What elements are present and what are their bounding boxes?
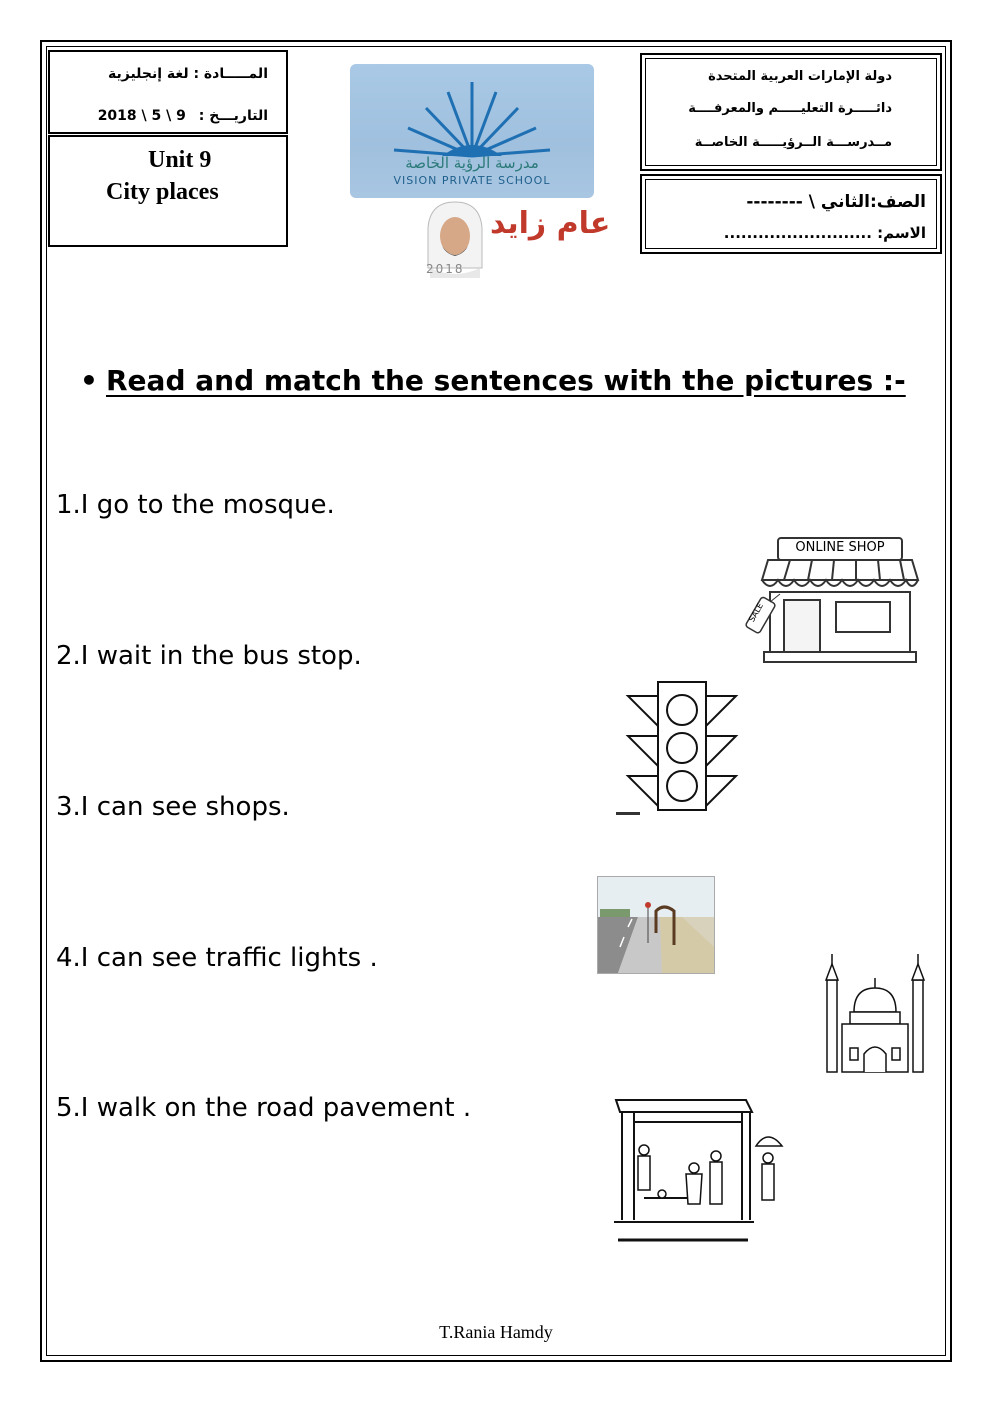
sentence-2: 2.I wait in the bus stop. (56, 641, 362, 671)
bus-stop-picture[interactable] (614, 1094, 788, 1246)
subject-date-box (48, 50, 288, 134)
unit-number: Unit 9 (148, 147, 212, 173)
zayed-year-logo (410, 196, 611, 282)
logo-english-name: VISION PRIVATE SCHOOL (393, 174, 551, 187)
logo-arabic-name: مدرسة الرؤية الخاصة (405, 154, 539, 172)
class-field[interactable]: الصف:الثاني \ -------- (746, 192, 926, 212)
shop-picture[interactable] (740, 536, 924, 666)
pavement-picture[interactable] (597, 876, 715, 974)
traffic-light-icon (612, 678, 748, 816)
sentence-3: 3.I can see shops. (56, 792, 290, 822)
unit-box (48, 135, 288, 247)
date-line (98, 108, 268, 124)
instruction-heading (80, 364, 906, 397)
unit-title: City places (106, 179, 219, 205)
department-label: دائـــــرة التعليـــــم والمعرفــــة (688, 101, 892, 116)
bus-stop-icon (614, 1094, 788, 1246)
date-value: 2018 \ 5 \ 9 (97, 108, 186, 124)
shop-sale-tag: SALE (747, 601, 766, 624)
instruction-text: Read and match the sentences with the pictures :- (106, 364, 906, 397)
student-info-box (640, 174, 942, 254)
country-label: دولة الإمارات العربية المتحدة (708, 69, 892, 84)
zayed-year-number: 2018 (426, 262, 465, 276)
school-logo (350, 64, 594, 198)
zayed-year-word: عام زايد (490, 206, 611, 241)
mosque-icon (824, 950, 926, 1074)
bullet-icon: • (80, 364, 98, 397)
subject-label: المـــــادة : لغة إنجليزية (108, 66, 268, 82)
date-label: التاريـــخ : (198, 108, 268, 124)
traffic-lights-picture[interactable] (612, 678, 748, 816)
ministry-box (640, 53, 942, 171)
name-field[interactable]: الاسم: .......................... (723, 224, 926, 242)
shop-sign: ONLINE SHOP (795, 540, 885, 555)
sentence-4: 4.I can see traffic lights . (56, 943, 378, 973)
shop-icon (740, 536, 924, 666)
sentence-1: 1.I go to the mosque. (56, 490, 335, 520)
teacher-signature: T.Rania Hamdy (439, 1322, 553, 1342)
sentence-5: 5.I walk on the road pavement . (56, 1093, 472, 1123)
mosque-picture[interactable] (824, 950, 926, 1074)
school-label: مــدرســـة الــرؤيـــــة الخاصــة (694, 135, 892, 150)
pavement-icon (598, 877, 714, 973)
